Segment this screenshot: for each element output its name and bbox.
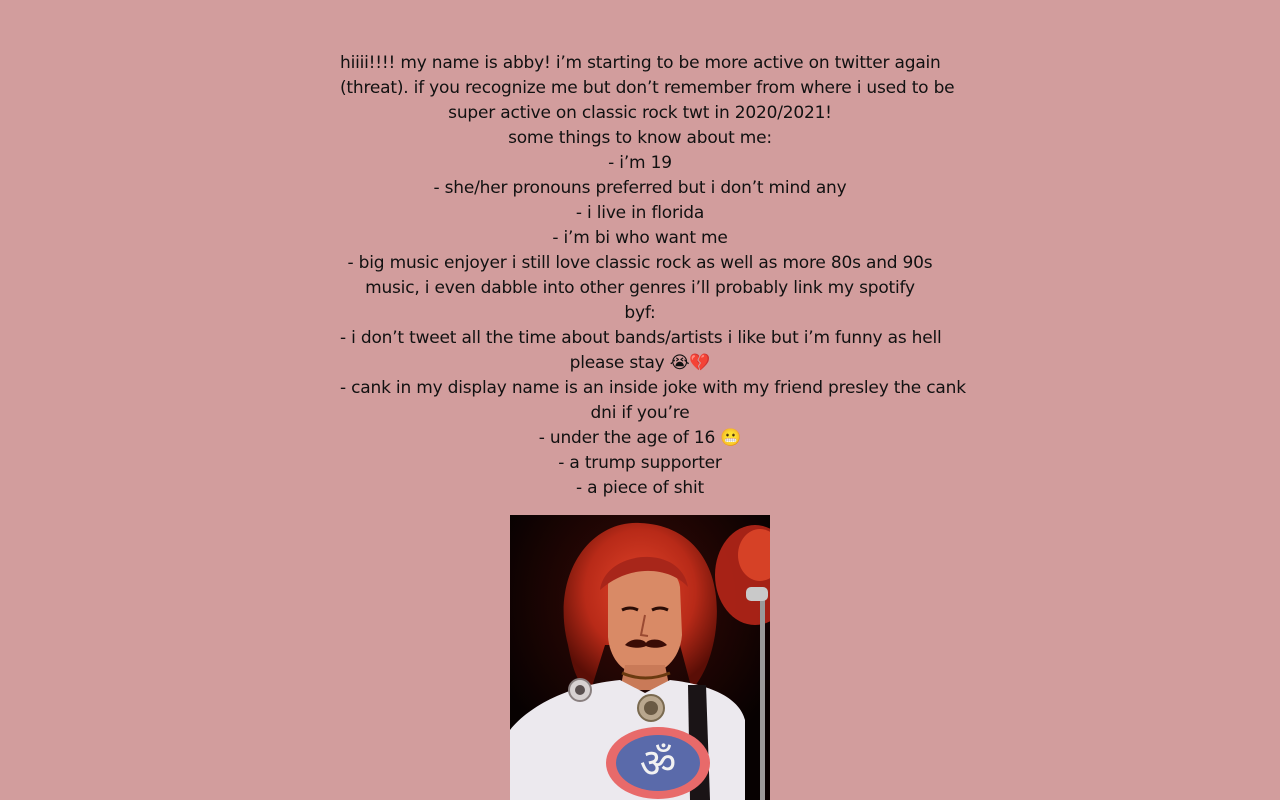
concert-photo xyxy=(510,515,770,800)
concert-photo-icon xyxy=(510,515,770,800)
svg-text:ॐ: ॐ xyxy=(639,741,677,787)
bio-line: - a trump supporter xyxy=(558,453,722,473)
bio-text xyxy=(340,51,966,501)
bio-line: (threat). if you recognize me but don’t remember from where i used to be xyxy=(340,78,955,98)
bio-line: byf: xyxy=(624,303,656,323)
bio-line: - i’m bi who want me xyxy=(552,228,728,248)
bio-line: - cank in my display name is an inside joke with my friend presley the cank xyxy=(340,378,966,398)
bio-line: hiiii!!!! my name is abby! i’m starting to be more active on twitter again xyxy=(340,53,941,73)
bio-line: - i live in florida xyxy=(575,203,705,223)
bio-line: - big music enjoyer i still love classic rock as well as more 80s and 90s xyxy=(347,253,933,273)
bio-line: please stay 😭💔 xyxy=(569,353,711,373)
bio-line: - a piece of shit xyxy=(576,478,704,498)
bio-line: music, i even dabble into other genres i’ll probably link my spotify xyxy=(365,278,915,298)
bio-line: - under the age of 16 😬 xyxy=(538,428,742,448)
bio-line: - i don’t tweet all the time about bands/artists i like but i’m funny as hell xyxy=(340,328,942,348)
bio-line: dni if you’re xyxy=(590,403,690,423)
bio-line: some things to know about me: xyxy=(508,128,772,148)
bio-line: - she/her pronouns preferred but i don’t mind any xyxy=(433,178,847,198)
bio-line: super active on classic rock twt in 2020/2021! xyxy=(448,103,832,123)
bio-line: - i’m 19 xyxy=(608,153,672,173)
